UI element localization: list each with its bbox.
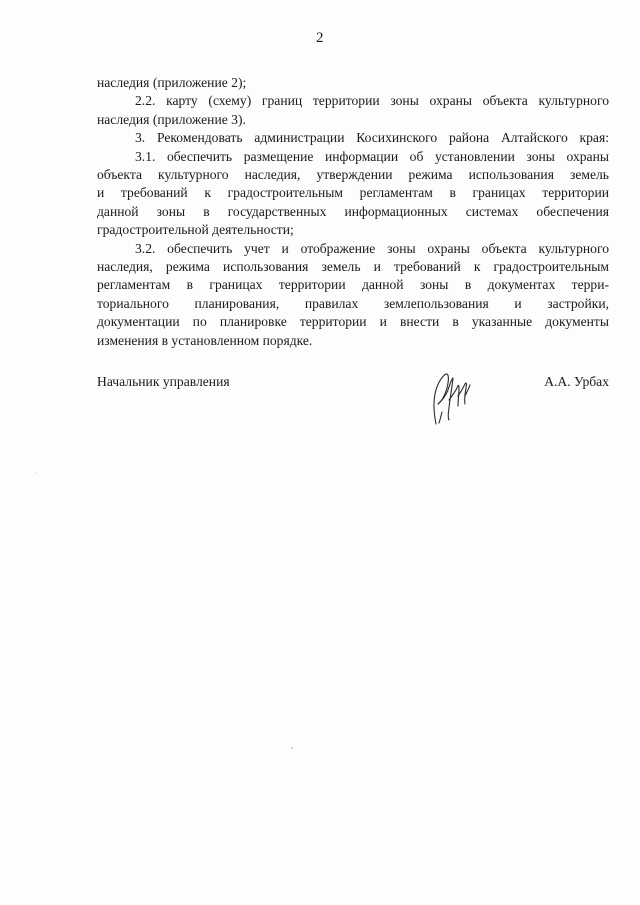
handwritten-signature (422, 366, 478, 428)
document-body (97, 74, 609, 350)
paragraph-line: и требований к градостроительным регламентам в границах территории (97, 185, 609, 201)
scan-speck (36, 472, 37, 473)
paragraph-line: ториального планирования, правилах землепользования и застройки, (97, 295, 609, 311)
paragraph-line: наследия, режима использования земель и требований к градостроительным (97, 259, 609, 275)
paragraph-line: документации по планировке территории и внести в указанные документы (97, 314, 609, 330)
paragraph-line: объекта культурного наследия, утверждении режима использования земель (97, 167, 609, 183)
paragraph-line: изменения в установленном порядке. (97, 332, 313, 348)
paragraph-line: 2.2. карту (схему) границ территории зоны охраны объекта культурного (135, 93, 609, 109)
signature-block (97, 374, 609, 434)
page-number: 2 (316, 30, 324, 46)
paragraph-line: 3. Рекомендовать администрации Косихинского района Алтайского края: (135, 130, 609, 146)
signer-name: А.А. Урбах (544, 374, 609, 389)
signer-position: Начальник управления (97, 374, 230, 389)
paragraph-line: наследия (приложение 2); (97, 75, 247, 90)
paragraph-line: регламентам в границах территории данной зоны в документах терри- (97, 277, 609, 293)
paragraph-line: наследия (приложение 3). (97, 111, 246, 127)
scan-speck (291, 747, 293, 749)
paragraph-line: данной зоны в государственных информационных системах обеспечения (97, 203, 609, 219)
paragraph-line: 3.2. обеспечить учет и отображение зоны охраны объекта культурного (135, 240, 609, 256)
paragraph-line: 3.1. обеспечить размещение информации об установлении зоны охраны (135, 148, 609, 164)
paragraph-line: градостроительной деятельности; (97, 222, 294, 238)
